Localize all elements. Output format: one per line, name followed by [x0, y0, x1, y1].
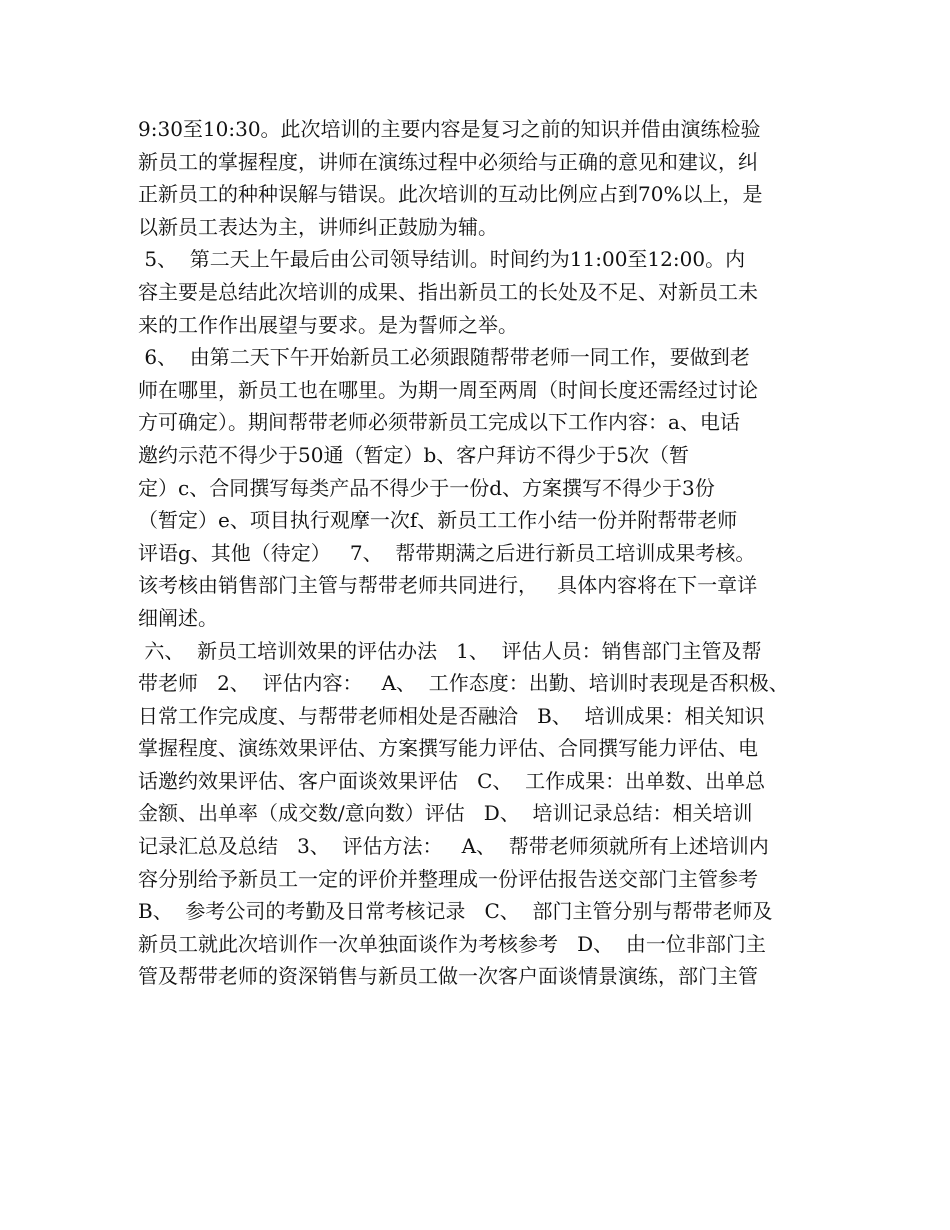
- text-line-20: 掌握程度、演练效果评估、方案撰写能力评估、合同撰写能力评估、电: [138, 736, 758, 761]
- text-line-7: 来的工作作出展望与要求。是为誓师之举。: [138, 312, 518, 337]
- text-line-15: 该考核由销售部门主管与帮带老师共同进行， 具体内容将在下一章详: [138, 573, 758, 598]
- text-line-22: 金额、出单率（成交数/意向数）评估 D、 培训记录总结：相关培训: [138, 801, 753, 826]
- text-line-25: B、 参考公司的考勤及日常考核记录 C、 部门主管分别与帮带老师及: [138, 899, 773, 924]
- text-line-11: 邀约示范不得少于50通（暂定）b、客户拜访不得少于5次（暂: [138, 442, 689, 467]
- text-line-1: 9:30至10:30。此次培训的主要内容是复习之前的知识并借由演练检验: [138, 117, 761, 141]
- text-line-10: 方可确定）。期间帮带老师必须带新员工完成以下工作内容：a、电话: [138, 410, 740, 435]
- text-line-23: 记录汇总及总结 3、 评估方法： A、 帮带老师须就所有上述培训内: [138, 834, 769, 859]
- text-line-19: 日常工作完成度、与帮带老师相处是否融洽 B、 培训成果：相关知识: [138, 703, 765, 728]
- text-line-4: 以新员工表达为主，讲师纠正鼓励为辅。: [138, 214, 498, 239]
- text-line-24: 容分别给予新员工一定的评价并整理成一份评估报告送交部门主管参考: [138, 866, 758, 891]
- text-line-9: 师在哪里，新员工也在哪里。为期一周至两周（时间长度还需经过讨论: [138, 377, 758, 402]
- text-line-16: 细阐述。: [138, 605, 218, 630]
- text-line-27: 管及帮带老师的资深销售与新员工做一次客户面谈情景演练，部门主管: [138, 964, 758, 989]
- text-line-17: 六、 新员工培训效果的评估办法 1、 评估人员：销售部门主管及帮: [138, 638, 762, 663]
- text-line-12: 定）c、合同撰写每类产品不得少于一份d、方案撰写不得少于3份: [138, 475, 715, 500]
- text-line-14: 评语g、其他（待定） 7、 帮带期满之后进行新员工培训成果考核。: [138, 540, 756, 565]
- text-line-5: 5、 第二天上午最后由公司领导结训。时间约为11:00至12:00。内: [138, 247, 746, 272]
- text-line-8: 6、 由第二天下午开始新员工必须跟随帮带老师一同工作，要做到老: [138, 345, 750, 370]
- text-line-18: 带老师 2、 评估内容： A、 工作态度：出勤、培训时表现是否积极、: [138, 671, 789, 696]
- document-body-text: [138, 113, 818, 993]
- text-line-26: 新员工就此次培训作一次单独面谈作为考核参考 D、 由一位非部门主: [138, 931, 766, 956]
- text-line-2: 新员工的掌握程度，讲师在演练过程中必须给与正确的意见和建议，纠: [138, 149, 758, 174]
- text-line-6: 容主要是总结此次培训的成果、指出新员工的长处及不足、对新员工未: [138, 279, 758, 304]
- text-line-13: （暂定）e、项目执行观摩一次f、新员工工作小结一份并附帮带老师: [138, 508, 738, 533]
- text-line-21: 话邀约效果评估、客户面谈效果评估 C、 工作成果：出单数、出单总: [138, 768, 766, 793]
- text-line-3: 正新员工的种种误解与错误。此次培训的互动比例应占到70%以上，是: [138, 182, 763, 207]
